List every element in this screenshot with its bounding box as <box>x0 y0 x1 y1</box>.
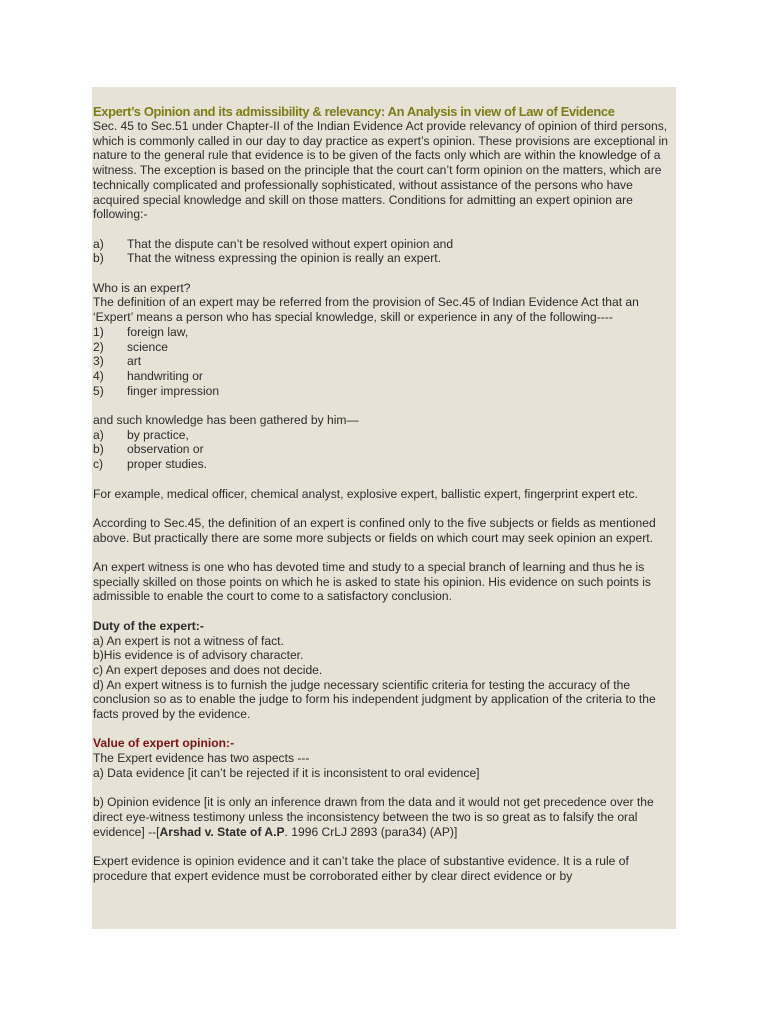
duty-item: c) An expert deposes and does not decide. <box>93 662 323 677</box>
knowledge-item <box>93 442 676 457</box>
subject-item <box>93 369 676 384</box>
list-marker: 4) <box>93 368 104 383</box>
condition-item <box>93 251 676 266</box>
who-heading: Who is an expert? <box>93 280 191 295</box>
case-citation: . 1996 CrLJ 2893 (para34) (AP)] <box>284 824 458 839</box>
expert-witness-paragraph: An expert witness is one who has devoted time and study to a special branch of learning and thus he is specially skilled on those points on which he is asked to state his opinion. His evidence on such points is admissible to enable the court to come to a satisfactory conclusion. <box>93 560 651 604</box>
list-marker: 3) <box>93 354 104 369</box>
case-name: Arshad v. State of A.P <box>159 824 285 839</box>
list-text: That the witness expressing the opinion is really an expert. <box>127 251 441 266</box>
subject-item <box>93 384 676 399</box>
intro-paragraph: Sec. 45 to Sec.51 under Chapter-II of the Indian Evidence Act provide relevancy of opinion of third persons, which is commonly called in our day to day practice as expert’s opinion. These provisions are exceptional in nature to the general rule that evidence is to be given of the facts only which are within the knowledge of a witness. The exception is based on the principle that the court can’t form opinion on the matters, which are technically complicated and professionally sophisticated, without assistance of the persons who have acquired special knowledge and skill on those matters. Conditions for admitting an expert opinion are following:- <box>93 119 668 222</box>
list-marker: a) <box>93 236 104 251</box>
list-text: observation or <box>127 442 204 457</box>
according-paragraph: According to Sec.45, the definition of an expert is confined only to the five subjects or fields as mentioned above. But practically there are some more subjects or fields on which court may seek opinion an expert. <box>93 515 656 545</box>
document-page <box>92 87 676 929</box>
list-text: science <box>127 339 169 354</box>
list-marker: 2) <box>93 339 104 354</box>
duty-item: a) An expert is not a witness of fact. <box>93 633 284 648</box>
list-text: by practice, <box>127 427 189 442</box>
list-text: That the dispute can’t be resolved without expert opinion and <box>127 236 454 251</box>
duty-heading: Duty of the expert:- <box>93 618 204 633</box>
list-marker: a) <box>93 427 104 442</box>
aspect-b-text: b) Opinion evidence [it is only an inference drawn from the data and it would not get precedence over the direct eye-witness testimony unless the inconsistency between the two is so great as to falsify the oral evidence] --[ <box>93 795 654 839</box>
list-marker: c) <box>93 457 104 472</box>
list-text: proper studies. <box>127 457 207 472</box>
list-text: foreign law, <box>127 324 189 339</box>
knowledge-item <box>93 428 676 443</box>
list-text: art <box>127 354 142 369</box>
subject-item <box>93 354 676 369</box>
subject-item <box>93 340 676 355</box>
list-text: handwriting or <box>127 368 203 383</box>
definition-paragraph: The definition of an expert may be referred from the provision of Sec.45 of Indian Evidence Act that an ‘Expert’ means a person who has special knowledge, skill or experience in any of the following---- <box>93 295 639 325</box>
condition-item <box>93 237 676 252</box>
duty-item: b)His evidence is of advisory character. <box>93 648 304 663</box>
list-marker: 1) <box>93 324 104 339</box>
list-marker: b) <box>93 251 104 266</box>
subject-item <box>93 325 676 340</box>
document-title: Expert’s Opinion and its admissibility & relevancy: An Analysis in view of Law of Evidence <box>93 104 615 119</box>
example-paragraph: For example, medical officer, chemical analyst, explosive expert, ballistic expert, fingerprint expert etc. <box>93 486 638 501</box>
aspect-a: a) Data evidence [it can’t be rejected if it is inconsistent to oral evidence] <box>93 765 480 780</box>
knowledge-intro: and such knowledge has been gathered by him— <box>93 413 359 428</box>
knowledge-item <box>93 457 676 472</box>
value-heading: Value of expert opinion:- <box>93 736 235 751</box>
aspects-intro: The Expert evidence has two aspects --- <box>93 751 310 766</box>
duty-item: d) An expert witness is to furnish the judge necessary scientific criteria for testing the accuracy of the conclusion so as to enable the judge to form his independent judgment by application of the criteria to the facts proved by the evidence. <box>93 677 656 722</box>
list-text: finger impression <box>127 383 220 398</box>
closing-paragraph: Expert evidence is opinion evidence and it can’t take the place of substantive evidence. It is a rule of procedure that expert evidence must be corroborated either by clear direct evidence or by <box>93 854 629 883</box>
aspect-b <box>93 795 676 839</box>
document-content <box>93 104 676 883</box>
list-marker: b) <box>93 442 104 457</box>
list-marker: 5) <box>93 383 104 398</box>
